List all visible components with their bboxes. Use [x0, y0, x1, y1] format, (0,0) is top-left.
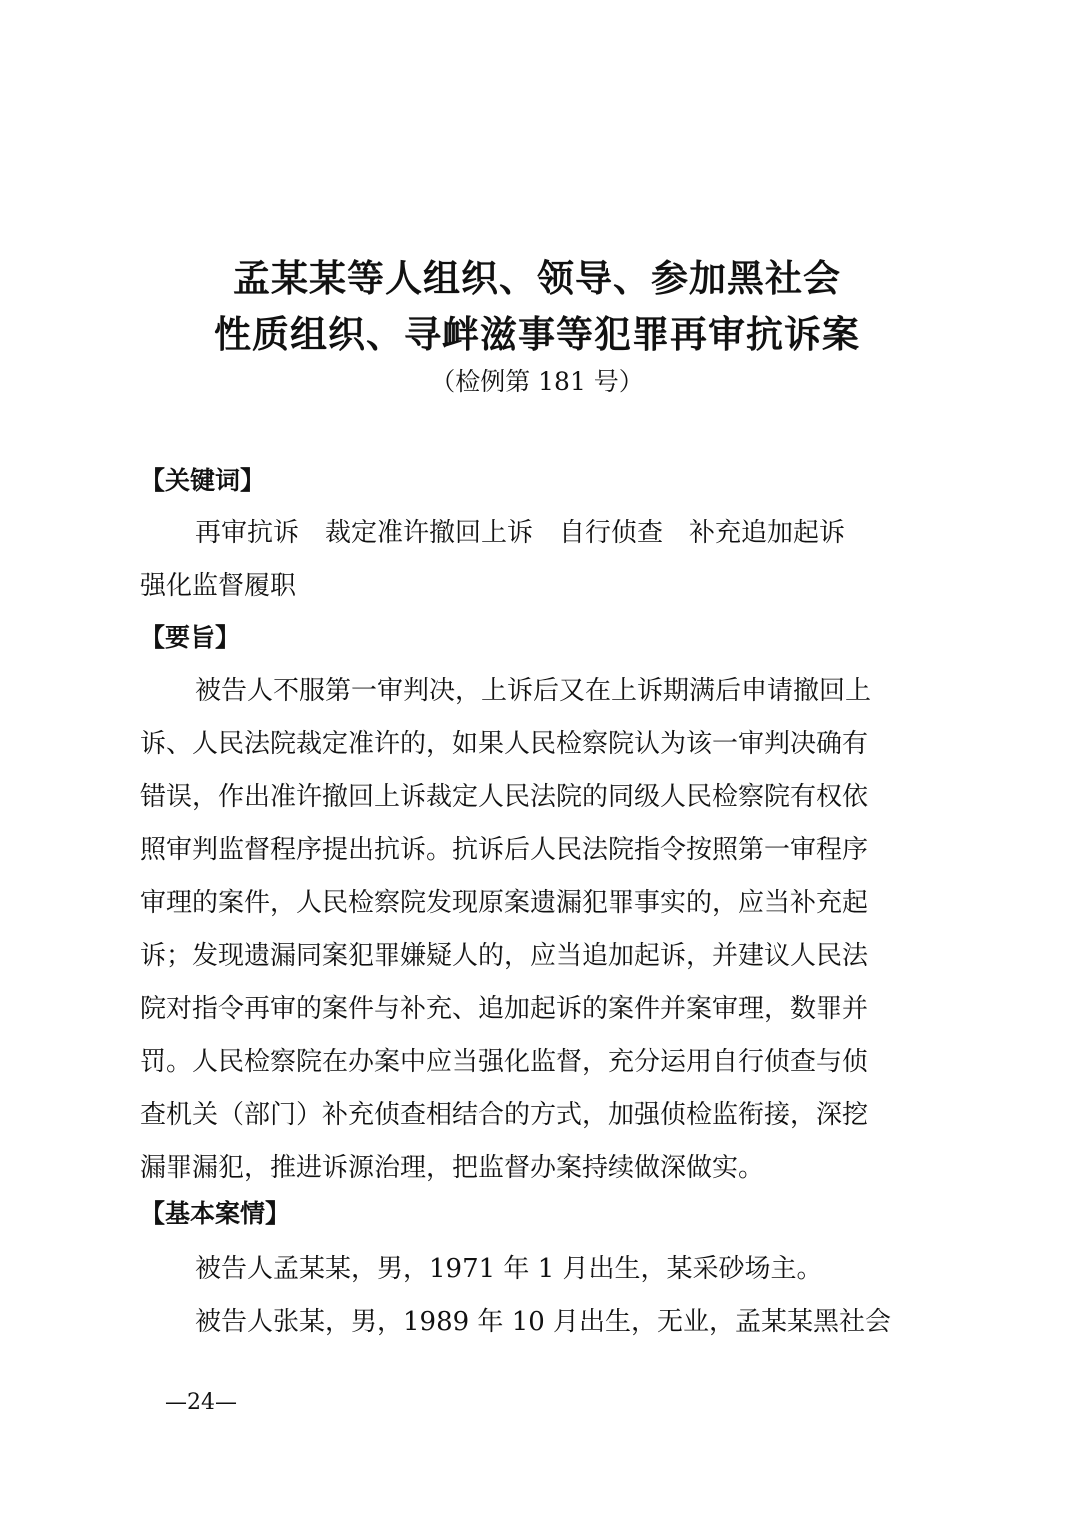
keywords-line: 强化监督履职 — [140, 571, 297, 601]
facts-line: 被告人张某，男，1989 年 10 月出生，无业，孟某某黑社会 — [195, 1307, 892, 1337]
gist-line: 照审判监督程序提出抗诉。抗诉后人民法院指令按照第一审程序 — [140, 835, 869, 865]
keywords-line: 再审抗诉 裁定准许撤回上诉 自行侦查 补充追加起诉 — [195, 518, 846, 548]
gist-line: 诉；发现遗漏同案犯罪嫌疑人的，应当追加起诉，并建议人民法 — [140, 941, 869, 971]
gist-heading: 【要旨】 — [140, 623, 241, 652]
gist-line: 院对指令再审的案件与补充、追加起诉的案件并案审理，数罪并 — [140, 994, 869, 1024]
case-number-subtitle: （检例第 181 号） — [430, 367, 644, 396]
facts-line: 被告人孟某某，男，1971 年 1 月出生，某采砂场主。 — [195, 1254, 823, 1284]
case-title-line-2: 性质组织、寻衅滋事等犯罪再审抗诉案 — [214, 313, 860, 356]
gist-line: 审理的案件，人民检察院发现原案遗漏犯罪事实的，应当补充起 — [140, 888, 869, 918]
keywords-heading: 【关键词】 — [140, 466, 266, 495]
gist-line: 罚。人民检察院在办案中应当强化监督，充分运用自行侦查与侦 — [140, 1047, 869, 1077]
facts-heading: 【基本案情】 — [140, 1199, 291, 1228]
gist-line: 查机关（部门）补充侦查相结合的方式，加强侦检监衔接，深挖 — [140, 1100, 869, 1130]
gist-line: 诉、人民法院裁定准许的，如果人民检察院认为该一审判决确有 — [140, 729, 869, 759]
gist-line: 被告人不服第一审判决，上诉后又在上诉期满后申请撤回上 — [195, 676, 872, 706]
gist-line: 漏罪漏犯，推进诉源治理，把监督办案持续做深做实。 — [140, 1153, 765, 1183]
gist-line: 错误，作出准许撤回上诉裁定人民法院的同级人民检察院有权依 — [140, 782, 869, 812]
page-number: —24— — [165, 1390, 237, 1415]
case-title-line-1: 孟某某等人组织、领导、参加黑社会 — [233, 257, 841, 300]
